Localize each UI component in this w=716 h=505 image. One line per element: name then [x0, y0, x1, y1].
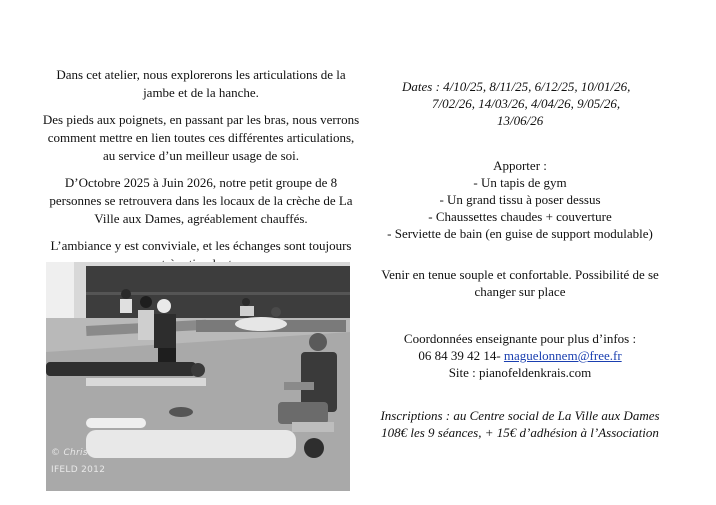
contact-site: Site : pianofeldenkrais.com [448, 365, 592, 380]
intro-paragraph-1: Dans cet atelier, nous explorerons les articulations de la jambe et de la hanche. [56, 67, 346, 100]
apporter-item: - Un grand tissu à poser dessus [439, 192, 601, 207]
contact-phone: 06 84 39 42 14- [418, 348, 501, 363]
intro-paragraph-3: D’Octobre 2025 à Juin 2026, notre petit groupe de 8 personnes se retrouvera dans les locaux de la crèche de La Ville aux Dames, agréablement chauffés. [49, 175, 353, 226]
intro-paragraph-4: L’ambiance y est conviviale, et les échanges sont toujours [50, 238, 352, 253]
contact-email-link[interactable]: maguelonnem@free.fr [503, 348, 622, 363]
tenue-text: Venir en tenue souple et confortable. Possibilité de se changer sur place [381, 267, 659, 299]
dates-line-3: 13/06/26 [497, 113, 544, 128]
info-column [360, 78, 680, 440]
apporter-item: - Un tapis de gym [473, 175, 567, 190]
workshop-photo [46, 262, 350, 491]
inscriptions-line-2: 108€ les 9 séances, + 15€ d’adhésion à l’Association [381, 425, 659, 440]
dates-section [360, 78, 680, 129]
apporter-item: - Chaussettes chaudes + couverture [428, 209, 612, 224]
inscriptions-section [360, 407, 680, 441]
inscriptions-line-1: Inscriptions : au Centre social de La Ville aux Dames [380, 408, 660, 423]
apporter-section [360, 157, 680, 242]
dates-line-1: Dates : 4/10/25, 8/11/25, 6/12/25, 10/01/26, [402, 79, 631, 94]
contact-section [360, 330, 680, 381]
intro-paragraph-2: Des pieds aux poignets, en passant par les bras, nous verrons comment mettre en lien toutes ces différentes articulations, au service d’un meilleur usage de soi. [42, 112, 360, 163]
contact-line [360, 347, 680, 364]
apporter-item: - Serviette de bain (en guise de support modulable) [387, 226, 653, 241]
contact-title: Coordonnées enseignante pour plus d’infos : [403, 331, 637, 346]
dates-line-2: 7/02/26, 14/03/26, 4/04/26, 9/05/26, [432, 96, 621, 111]
photo-watermark: IFELD 2012 [51, 465, 106, 475]
intro-text [40, 66, 362, 282]
apporter-title: Apporter : [493, 158, 547, 173]
photo-credit: © Christine Barrat [51, 448, 140, 458]
